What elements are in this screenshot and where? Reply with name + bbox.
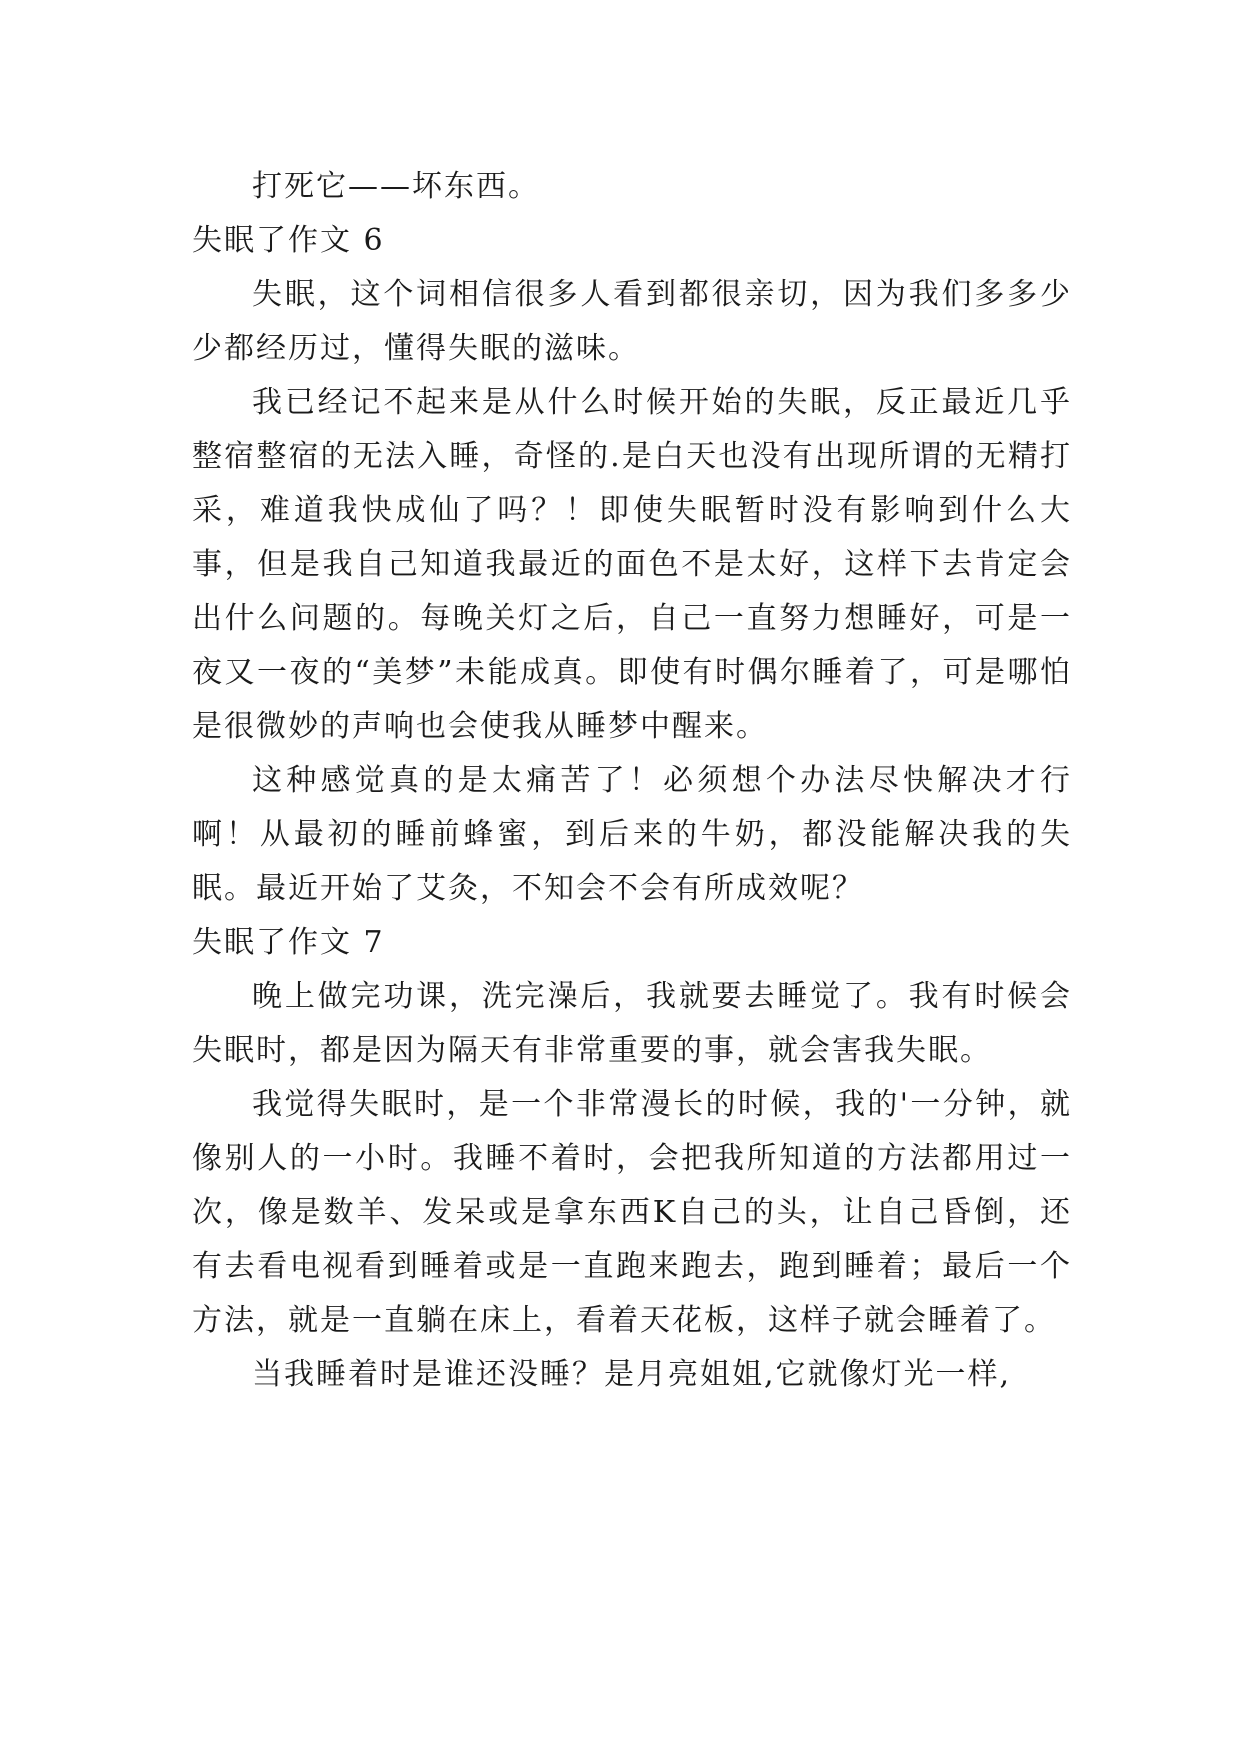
paragraph: 失眠，这个词相信很多人看到都很亲切，因为我们多多少少都经历过，懂得失眠的滋味。 [192, 277, 1072, 366]
section-heading: 失眠了作文 6 [192, 223, 385, 258]
text-column [192, 160, 1072, 1402]
paragraph: 晚上做完功课，洗完澡后，我就要去睡觉了。我有时候会失眠时，都是因为隔天有非常重要的事，就会害我失眠。 [192, 979, 1072, 1068]
paragraph: 我觉得失眠时，是一个非常漫长的时候，我的'一分钟，就像别人的一小时。我睡不着时，会把我所知道的方法都用过一次，像是数羊、发呆或是拿东西K自己的头，让自己昏倒，还有去看电视看到睡着或是一直跑来跑去，跑到睡着；最后一个方法，就是一直躺在床上，看着天花板，这样子就会睡着了。 [192, 1087, 1072, 1338]
paragraph: 我已经记不起来是从什么时候开始的失眠，反正最近几乎整宿整宿的无法入睡，奇怪的.是白天也没有出现所谓的无精打采，难道我快成仙了吗？！即使失眠暂时没有影响到什么大事，但是我自己知道我最近的面色不是太好，这样下去肯定会出什么问题的。每晚关灯之后，自己一直努力想睡好，可是一夜又一夜的“美梦”未能成真。即使有时偶尔睡着了，可是哪怕是很微妙的声响也会使我从睡梦中醒来。 [192, 385, 1072, 744]
paragraph: 当我睡着时是谁还没睡？是月亮姐姐,它就像灯光一样, [252, 1357, 1012, 1392]
paragraph: 这种感觉真的是太痛苦了！必须想个办法尽快解决才行啊！从最初的睡前蜂蜜，到后来的牛奶，都没能解决我的失眠。最近开始了艾灸，不知会不会有所成效呢？ [192, 763, 1072, 906]
section-heading: 失眠了作文 7 [192, 925, 385, 960]
paragraph: 打死它——坏东西。 [252, 169, 540, 204]
